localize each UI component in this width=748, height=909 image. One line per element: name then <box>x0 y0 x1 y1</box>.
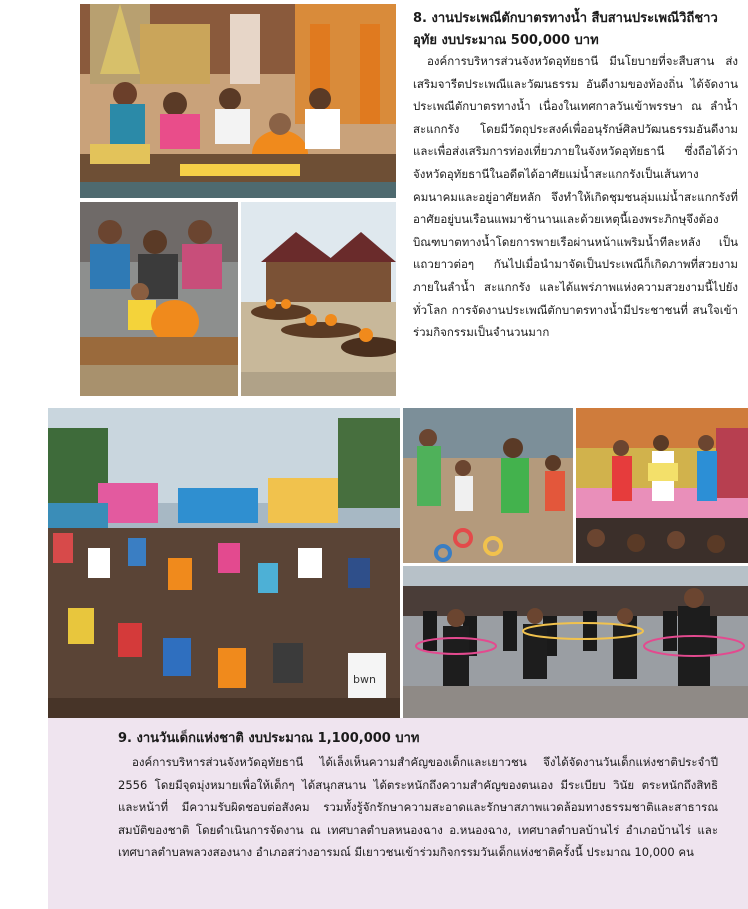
photo-ring-toss-game <box>403 408 573 563</box>
photo-hula-hoop-dancers <box>403 566 748 718</box>
section8-body: องค์การบริหารส่วนจังหวัดอุทัยธานี มีนโยบายที่จะสืบสาน ส่งเสริมจารีตประเพณีและวัฒนธรรม อันดีงามของท้องถิ่น ได้จัดงานประเพณีตักบาตรทางน้ำ เนื่องในเทศกาลวันเข้าพรรษา ณ ลำน้ำสะแกกรัง โดยมีวัตถุประสงค์เพื่ออนุรักษ์ศิลปวัฒนธรรมอันดีงามและเพื่อส่งเสริมการท่องเที่ยวภายในจังหวัดอุทัยธานี ซึ่งถือได้ว่าจังหวัดอุทัยธานีในอดีตได้อาศัยแม่น้ำสะแกกรังเป็นเส้นทางคมนาคมและอยู่อาศัยหลัก จึงทำให้เกิดชุมชนลุ่มแม่น้ำสะแกกรังที่อาศัยอยู่บนเรือนแพมาช้านานและด้วยเหตุนี้เองพระภิกษุจึงต้องบิณฑบาตทางน้ำโดยการพายเรือผ่านหน้าแพริมน้ำทีละหลัง เป็นแถวยาวต่อๆ กันไปเมื่อนำมาจัดเป็นประเพณีก็เกิดภาพที่สวยงามภายในลำน้ำ สะแกกรัง และได้แพร่ภาพแห่งความสวยงามนี้ไปยังทั่วโลก การจัดงานประเพณีตักบาตรทางน้ำมีประชาชนที่ สนใจเข้าร่วมกิจกรรมเป็นจำนวนมาก <box>413 54 738 340</box>
photo-family-riverbank <box>80 202 238 396</box>
photo-boat-offering <box>80 4 396 198</box>
photo-monks-boats <box>241 202 396 396</box>
photo-childrens-day-crowd <box>48 408 400 718</box>
section8-heading: 8. งานประเพณีตักบาตรทางน้ำ สืบสานประเพณีวิถีชาวอุทัย งบประมาณ 500,000 บาท <box>413 11 718 48</box>
crowd-shirt-text: bwn <box>353 673 376 686</box>
photo-stage-event <box>576 408 748 563</box>
section9-heading: 9. งานวันเด็กแห่งชาติ งบประมาณ 1,100,000 บาท <box>118 731 420 746</box>
section9-body: องค์การบริหารส่วนจังหวัดอุทัยธานี ได้เล็งเห็นความสำคัญของเด็กและเยาวชน จึงได้จัดงานวันเด็กแห่งชาติประจำปี 2556 โดยมีจุดมุ่งหมายเพื่อให้เด็กๆ ได้สนุกสนาน ได้ตระหนักถึงความสำคัญของตนเอง มีระเบียบ วินัย ตระหนักถึงสิทธิ และหน้าที่ มีความรับผิดชอบต่อสังคม รวมทั้งรู้จักรักษาความสะอาดและรักษาสภาพแวดล้อมทางธรรมชาติและสาธารณสมบัติของชาติ โดยดำเนินการจัดงาน ณ เทศบาลตำบลหนองฉาง อ.หนองฉาง, เทศบาลตำบลบ้านไร่ อำเภอบ้านไร่ และเทศบาลตำบลพลวงสองนาง อำเภอสว่างอารมณ์ มีเยาวชนเข้าร่วมกิจกรรมวันเด็กแห่งชาติครั้งนี้ ประมาณ 10,000 คน <box>118 755 718 860</box>
